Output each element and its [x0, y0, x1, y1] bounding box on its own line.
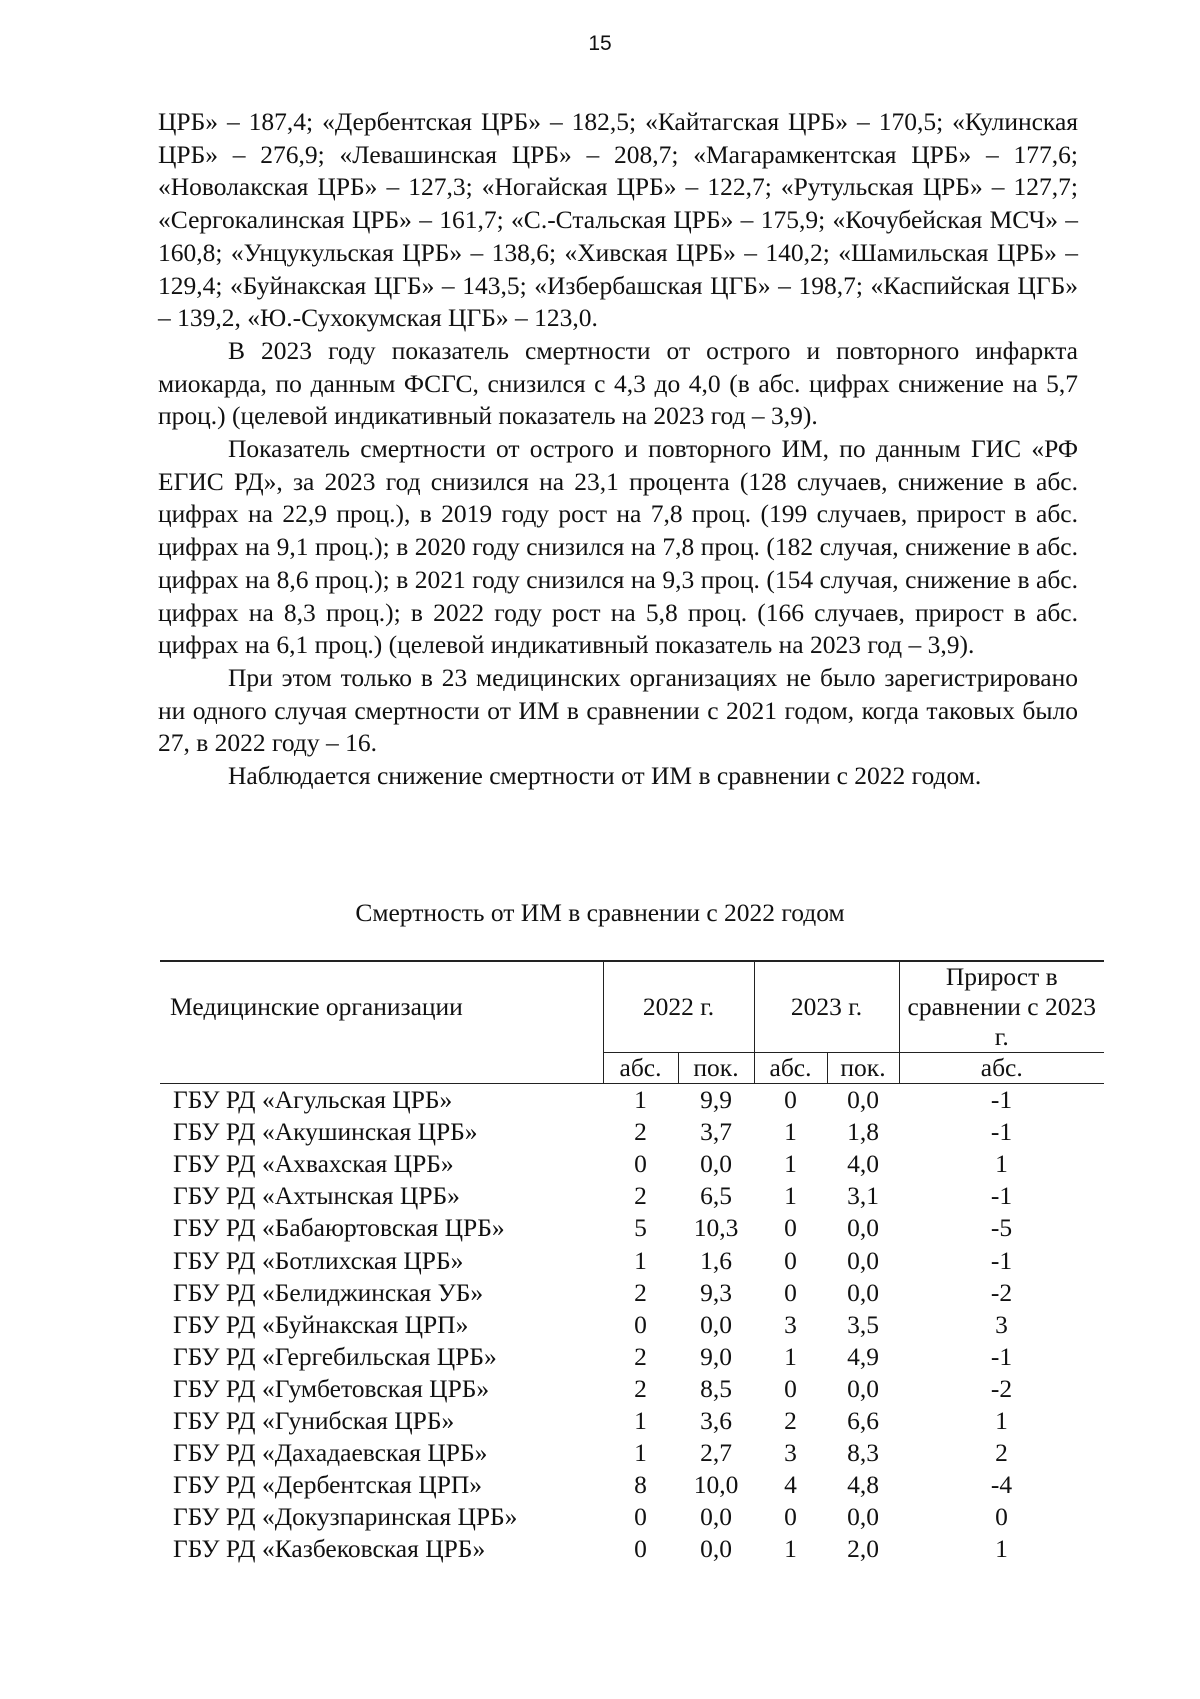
paragraph: ЦРБ» – 187,4; «Дербентская ЦРБ» – 182,5; «Кайтагская ЦРБ» – 170,5; «Кулинская ЦРБ» – 276,9; «Левашинская ЦРБ» – 208,7; «Магарамкентская ЦРБ» – 177,6; «Новолакская ЦРБ» – 127,3; «Ногайская ЦРБ» – 122,7; «Рутульская ЦРБ» – 127,7; «Сергокалинская ЦРБ» – 161,7; «С.-Стальская ЦРБ» – 175,9; «Кочубейская МСЧ» –160,8; «Унцукульская ЦРБ» – 138,6; «Хивская ЦРБ» – 140,2; «Шамильская ЦРБ» – 129,4; «Буйнакская ЦГБ» – 143,5; «Избербашская ЦГБ» – 198,7; «Каспийская ЦГБ» – 139,2, «Ю.-Сухокумская ЦГБ» – 123,0. [158, 107, 1078, 333]
growth-cell: 1 [995, 1534, 1008, 1564]
organization-cell: ГБУ РД «Ахтынская ЦРБ» [173, 1181, 460, 1211]
abs-2022-cell: 2 [634, 1373, 647, 1403]
pok-2022-cell: 3,7 [700, 1117, 732, 1147]
header-year-2023: 2023 г. [754, 961, 899, 1053]
organization-cell: ГБУ РД «Дербентская ЦРП» [173, 1470, 483, 1500]
table-row [160, 1309, 1104, 1341]
pok-2023-cell: 0,0 [847, 1373, 879, 1403]
abs-2022-cell: 2 [634, 1341, 647, 1371]
table-row [160, 1212, 1104, 1244]
pok-2022-cell: 8,5 [700, 1373, 732, 1403]
table-row [160, 1405, 1104, 1437]
header-blank-cell [160, 1053, 603, 1084]
growth-cell: 1 [995, 1149, 1008, 1179]
abs-2023-cell: 3 [784, 1438, 797, 1468]
pok-2023-cell: 0,0 [847, 1502, 879, 1532]
mortality-table [160, 960, 1104, 1565]
growth-cell: 0 [995, 1502, 1008, 1532]
abs-2022-cell: 5 [634, 1213, 647, 1243]
table-row [160, 1501, 1104, 1533]
abs-2022-cell: 2 [634, 1117, 647, 1147]
organization-cell: ГБУ РД «Гергебильская ЦРБ» [173, 1341, 497, 1371]
pok-2022-cell: 3,6 [700, 1405, 732, 1435]
organization-cell: ГБУ РД «Буйнакская ЦРП» [173, 1309, 469, 1339]
table-row [160, 1148, 1104, 1180]
organization-cell: ГБУ РД «Белиджинская УБ» [173, 1277, 484, 1307]
pok-2022-cell: 10,3 [693, 1213, 739, 1243]
table-row [160, 1244, 1104, 1276]
page-number: 15 [588, 32, 612, 55]
table-body [160, 1084, 1104, 1566]
pok-2023-cell: 2,0 [847, 1534, 879, 1564]
growth-cell: -4 [990, 1470, 1013, 1500]
abs-2022-cell: 1 [634, 1245, 647, 1275]
growth-cell: -1 [990, 1181, 1013, 1211]
abs-2023-cell: 1 [784, 1117, 797, 1147]
abs-2022-cell: 0 [634, 1149, 647, 1179]
abs-2023-cell: 4 [784, 1470, 797, 1500]
header-pok-2023: пок. [827, 1053, 899, 1084]
abs-2022-cell: 0 [634, 1309, 647, 1339]
table-row [160, 1469, 1104, 1501]
abs-2023-cell: 2 [784, 1405, 797, 1435]
header-organizations: Медицинские организации [160, 961, 603, 1053]
abs-2023-cell: 0 [784, 1277, 797, 1307]
pok-2023-cell: 4,8 [847, 1470, 879, 1500]
abs-2022-cell: 2 [634, 1181, 647, 1211]
pok-2022-cell: 9,3 [700, 1277, 732, 1307]
paragraph: Показатель смертности от острого и повторного ИМ, по данным ГИС «РФ ЕГИС РД», за 2023 год снизился на 23,1 процента (128 случаев, снижение в абс. цифрах на 22,9 проц.), в 2019 году рост на 7,8 проц. (199 случаев, прирост в абс. цифрах на 9,1 проц.); в 2020 году снизился на 7,8 проц. (182 случая, снижение в абс. цифрах на 8,6 проц.); в 2021 году снизился на 9,3 проц. (154 случая, снижение в абс. цифрах на 8,3 проц.); в 2022 году рост на 5,8 проц. (166 случаев, прирост в абс. цифрах на 6,1 проц.) (целевой индикативный показатель на 2023 год – 3,9). [158, 434, 1078, 660]
abs-2023-cell: 0 [784, 1085, 797, 1115]
growth-cell: -2 [990, 1277, 1013, 1307]
table-row [160, 1437, 1104, 1469]
table-row [160, 1116, 1104, 1148]
body-text [158, 106, 1078, 793]
header-pok-2022: пок. [678, 1053, 754, 1084]
table-row [160, 1341, 1104, 1373]
pok-2023-cell: 3,1 [847, 1181, 879, 1211]
pok-2022-cell: 0,0 [700, 1149, 732, 1179]
table-row [160, 1533, 1104, 1565]
organization-cell: ГБУ РД «Гумбетовская ЦРБ» [173, 1373, 490, 1403]
abs-2023-cell: 0 [784, 1213, 797, 1243]
abs-2023-cell: 0 [784, 1373, 797, 1403]
growth-cell: -2 [990, 1373, 1013, 1403]
header-growth: Прирост в сравнении с 2023 г. [899, 961, 1104, 1053]
abs-2023-cell: 0 [784, 1502, 797, 1532]
pok-2023-cell: 4,0 [847, 1149, 879, 1179]
table-row [160, 1373, 1104, 1405]
pok-2022-cell: 10,0 [693, 1470, 739, 1500]
growth-cell: 3 [995, 1309, 1008, 1339]
table-row [160, 1180, 1104, 1212]
header-abs-2023: абс. [754, 1053, 827, 1084]
abs-2023-cell: 0 [784, 1245, 797, 1275]
growth-cell: 1 [995, 1405, 1008, 1435]
header-abs-growth: абс. [899, 1053, 1104, 1084]
organization-cell: ГБУ РД «Бабаюртовская ЦРБ» [173, 1213, 505, 1243]
pok-2022-cell: 6,5 [700, 1181, 732, 1211]
header-year-2022: 2022 г. [603, 961, 754, 1053]
pok-2022-cell: 9,0 [700, 1341, 732, 1371]
pok-2023-cell: 0,0 [847, 1085, 879, 1115]
abs-2023-cell: 1 [784, 1181, 797, 1211]
growth-cell: -5 [990, 1213, 1013, 1243]
pok-2022-cell: 1,6 [700, 1245, 732, 1275]
table-subheader-row [160, 1053, 1104, 1084]
growth-cell: 2 [995, 1438, 1008, 1468]
abs-2022-cell: 1 [634, 1085, 647, 1115]
pok-2022-cell: 2,7 [700, 1438, 732, 1468]
abs-2023-cell: 1 [784, 1149, 797, 1179]
pok-2023-cell: 6,6 [847, 1405, 879, 1435]
growth-cell: -1 [990, 1341, 1013, 1371]
organization-cell: ГБУ РД «Ахвахская ЦРБ» [173, 1149, 454, 1179]
paragraph: В 2023 году показатель смертности от острого и повторного инфаркта миокарда, по данным ФСГС, снизился с 4,3 до 4,0 (в абс. цифрах снижение на 5,7 проц.) (целевой индикативный показатель на 2023 год – 3,9). [158, 335, 1078, 431]
growth-cell: -1 [990, 1245, 1013, 1275]
abs-2023-cell: 3 [784, 1309, 797, 1339]
abs-2022-cell: 1 [634, 1438, 647, 1468]
abs-2023-cell: 1 [784, 1341, 797, 1371]
pok-2022-cell: 0,0 [700, 1502, 732, 1532]
pok-2023-cell: 8,3 [847, 1438, 879, 1468]
abs-2022-cell: 0 [634, 1502, 647, 1532]
paragraph: При этом только в 23 медицинских организациях не было зарегистрировано ни одного случая смертности от ИМ в сравнении с 2021 годом, когда таковых было 27, в 2022 году – 16. [158, 662, 1078, 758]
pok-2023-cell: 0,0 [847, 1245, 879, 1275]
organization-cell: ГБУ РД «Гунибская ЦРБ» [173, 1405, 455, 1435]
pok-2023-cell: 0,0 [847, 1213, 879, 1243]
abs-2022-cell: 0 [634, 1534, 647, 1564]
pok-2022-cell: 0,0 [700, 1309, 732, 1339]
organization-cell: ГБУ РД «Ботлихская ЦРБ» [173, 1245, 464, 1275]
growth-cell: -1 [990, 1117, 1013, 1147]
table-header-row [160, 961, 1104, 1053]
table-caption: Смертность от ИМ в сравнении с 2022 годом [355, 898, 845, 927]
organization-cell: ГБУ РД «Акушинская ЦРБ» [173, 1117, 478, 1147]
organization-cell: ГБУ РД «Агульская ЦРБ» [173, 1085, 453, 1115]
table-row [160, 1277, 1104, 1309]
abs-2022-cell: 8 [634, 1470, 647, 1500]
paragraph: Наблюдается снижение смертности от ИМ в сравнении с 2022 годом. [228, 761, 982, 791]
header-abs-2022: абс. [603, 1053, 678, 1084]
growth-cell: -1 [990, 1085, 1013, 1115]
abs-2022-cell: 1 [634, 1405, 647, 1435]
abs-2023-cell: 1 [784, 1534, 797, 1564]
pok-2022-cell: 0,0 [700, 1534, 732, 1564]
table-row [160, 1084, 1104, 1117]
organization-cell: ГБУ РД «Докузпаринская ЦРБ» [173, 1502, 518, 1532]
abs-2022-cell: 2 [634, 1277, 647, 1307]
pok-2023-cell: 4,9 [847, 1341, 879, 1371]
pok-2023-cell: 3,5 [847, 1309, 879, 1339]
organization-cell: ГБУ РД «Казбековская ЦРБ» [173, 1534, 486, 1564]
organization-cell: ГБУ РД «Дахадаевская ЦРБ» [173, 1438, 488, 1468]
pok-2022-cell: 9,9 [700, 1085, 732, 1115]
pok-2023-cell: 1,8 [847, 1117, 879, 1147]
pok-2023-cell: 0,0 [847, 1277, 879, 1307]
